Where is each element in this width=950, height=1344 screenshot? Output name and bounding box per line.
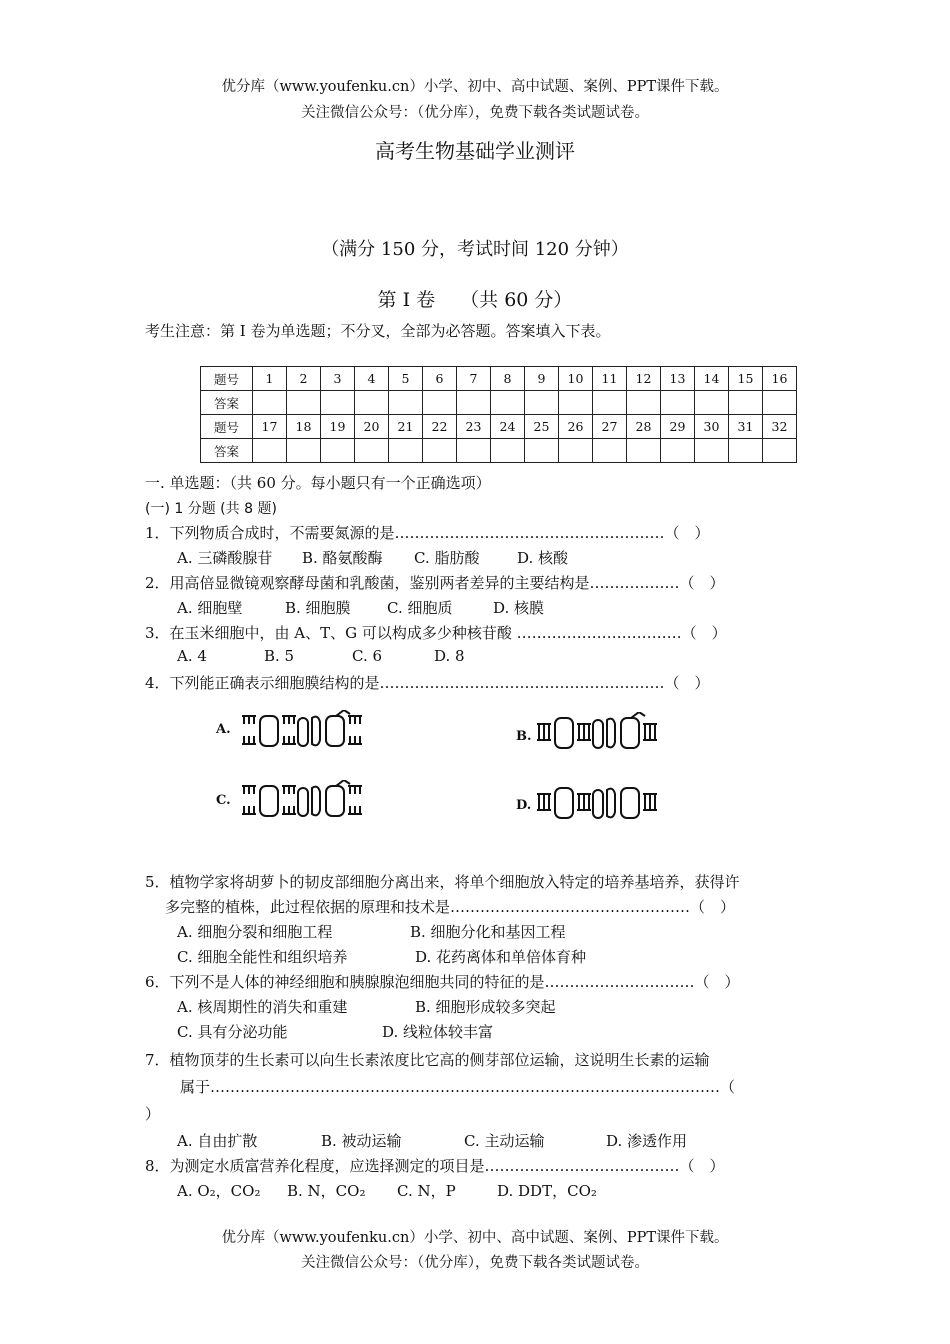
section-heading: 一. 单选题：（共 60 分。每小题只有一个正确选项） (145, 474, 491, 492)
question-8-stem: 8．为测定水质富营养化程度，应选择测定的项目是…………………………………（ ） (145, 1157, 725, 1175)
answer-cell[interactable] (491, 391, 525, 415)
option-a[interactable]: A. 细胞分裂和细胞工程 (177, 923, 333, 941)
answer-cell[interactable] (695, 391, 729, 415)
answer-cell[interactable] (355, 439, 389, 463)
table-cell: 9 (525, 367, 559, 391)
table-cell: 25 (525, 415, 559, 439)
question-1-stem: 1．下列物质合成时，不需要氮源的是………………………………………………（ ） (145, 524, 710, 542)
answer-cell[interactable] (559, 391, 593, 415)
answer-cell[interactable] (287, 391, 321, 415)
option-a[interactable]: A. 核周期性的消失和重建 (177, 998, 348, 1016)
option-c[interactable]: C. 脂肪酸 (414, 549, 480, 567)
table-cell: 18 (287, 415, 321, 439)
option-b[interactable]: B. 细胞膜 (285, 599, 351, 617)
table-cell: 17 (253, 415, 287, 439)
membrane-diagram-b (535, 712, 680, 754)
table-cell: 28 (627, 415, 661, 439)
table-row (201, 367, 797, 391)
table-row (201, 415, 797, 439)
answer-cell[interactable] (287, 439, 321, 463)
answer-cell[interactable] (423, 391, 457, 415)
answer-cell[interactable] (525, 391, 559, 415)
question-5-stem-line-1: 5．植物学家将胡萝卜的韧皮部细胞分离出来，将单个细胞放入特定的培养基培养，获得许 (145, 873, 740, 891)
answer-cell[interactable] (491, 439, 525, 463)
table-cell: 19 (321, 415, 355, 439)
answer-cell[interactable] (763, 391, 797, 415)
answer-cell[interactable] (321, 439, 355, 463)
volume-heading: 第 I 卷 （共 60 分） (377, 289, 573, 311)
figure-label-d[interactable]: D. (516, 798, 532, 813)
table-cell: 16 (763, 367, 797, 391)
table-cell: 20 (355, 415, 389, 439)
table-cell: 27 (593, 415, 627, 439)
option-c[interactable]: C. N，P (397, 1182, 456, 1200)
question-7-stem-line-2: 属于…………………………………………………………………………………………（ (180, 1078, 736, 1096)
option-d[interactable]: D. 线粒体较丰富 (382, 1023, 494, 1041)
table-cell: 10 (559, 367, 593, 391)
answer-cell[interactable] (457, 439, 491, 463)
table-cell: 4 (355, 367, 389, 391)
option-a[interactable]: A. 细胞壁 (177, 599, 243, 617)
answer-cell[interactable] (729, 391, 763, 415)
option-b[interactable]: B. 酪氨酸酶 (302, 549, 383, 567)
footer-line-2: 关注微信公众号：（优分库），免费下载各类试题试卷。 (301, 1255, 649, 1271)
table-cell: 1 (253, 367, 287, 391)
answer-cell[interactable] (355, 391, 389, 415)
membrane-diagram-a (240, 710, 385, 752)
table-cell: 3 (321, 367, 355, 391)
option-d[interactable]: D. 核酸 (517, 549, 569, 567)
question-2-stem: 2．用高倍显微镜观察酵母菌和乳酸菌，鉴别两者差异的主要结构是………………（ ） (145, 574, 725, 592)
answer-cell[interactable] (695, 439, 729, 463)
table-cell: 29 (661, 415, 695, 439)
option-a[interactable]: A. 三磷酸腺苷 (177, 549, 273, 567)
table-cell: 13 (661, 367, 695, 391)
option-d[interactable]: D. DDT，CO₂ (497, 1182, 597, 1200)
figure-label-a[interactable]: A. (216, 722, 231, 737)
membrane-diagram-c (240, 780, 385, 822)
option-d[interactable]: D. 花药离体和单倍体育种 (415, 948, 587, 966)
table-cell: 8 (491, 367, 525, 391)
question-3-stem: 3．在玉米细胞中，由 A、T、G 可以构成多少种核苷酸 ……………………………（ ） (145, 624, 727, 642)
option-c[interactable]: C. 细胞全能性和组织培养 (177, 948, 348, 966)
option-a[interactable]: A. 自由扩散 (177, 1132, 258, 1150)
option-d[interactable]: D. 渗透作用 (606, 1132, 688, 1150)
option-b[interactable]: B. 5 (264, 647, 295, 665)
answer-cell[interactable] (661, 439, 695, 463)
table-cell: 14 (695, 367, 729, 391)
header-line-1: 优分库（www.youfenku.cn）小学、初中、高中试题、案例、PPT课件下载。 (221, 79, 729, 95)
option-b[interactable]: B. 细胞分化和基因工程 (410, 923, 566, 941)
answer-cell[interactable] (253, 439, 287, 463)
option-b[interactable]: B. N，CO₂ (287, 1182, 366, 1200)
row-label: 题号 (201, 415, 253, 439)
figure-label-b[interactable]: B. (516, 729, 532, 744)
footer-line-1: 优分库（www.youfenku.cn）小学、初中、高中试题、案例、PPT课件下载。 (221, 1230, 729, 1246)
answer-cell[interactable] (253, 391, 287, 415)
table-cell: 23 (457, 415, 491, 439)
option-c[interactable]: C. 主动运输 (464, 1132, 545, 1150)
answer-cell[interactable] (763, 439, 797, 463)
question-6-stem: 6．下列不是人体的神经细胞和胰腺腺泡细胞共同的特征的是…………………………（ ） (145, 973, 740, 991)
figure-label-c[interactable]: C. (216, 793, 231, 808)
answer-cell[interactable] (423, 439, 457, 463)
table-cell: 12 (627, 367, 661, 391)
table-cell: 31 (729, 415, 763, 439)
question-7-stem-line-1: 7．植物顶芽的生长素可以向生长素浓度比它高的侧芽部位运输，这说明生长素的运输 (145, 1051, 710, 1069)
table-cell: 5 (389, 367, 423, 391)
table-cell: 24 (491, 415, 525, 439)
row-label: 题号 (201, 367, 253, 391)
answer-cell[interactable] (457, 391, 491, 415)
table-row (201, 439, 797, 463)
answer-cell[interactable] (389, 391, 423, 415)
membrane-diagram-d (535, 782, 680, 824)
option-d[interactable]: D. 8 (434, 647, 465, 665)
table-cell: 26 (559, 415, 593, 439)
question-7-stem-line-3: ） (145, 1105, 161, 1123)
table-row (201, 391, 797, 415)
question-5-stem-line-2: 多完整的植株，此过程依据的原理和技术是…………………………………………（ ） (165, 898, 736, 916)
answer-cell[interactable] (729, 439, 763, 463)
option-a[interactable]: A. O₂，CO₂ (177, 1182, 261, 1200)
table-cell: 7 (457, 367, 491, 391)
answer-cell[interactable] (627, 439, 661, 463)
table-cell: 30 (695, 415, 729, 439)
row-label: 答案 (201, 439, 253, 463)
notice-text: 考生注意：第 I 卷为单选题；不分叉，全部为必答题。答案填入下表。 (145, 322, 611, 340)
option-b[interactable]: B. 细胞形成较多突起 (415, 998, 556, 1016)
header-line-2: 关注微信公众号：（优分库），免费下载各类试题试卷。 (301, 105, 649, 121)
subsection-heading: (一) 1 分题 (共 8 题) (145, 501, 277, 517)
option-c[interactable]: C. 6 (352, 647, 383, 665)
option-d[interactable]: D. 核膜 (493, 599, 545, 617)
table-cell: 6 (423, 367, 457, 391)
answer-cell[interactable] (661, 391, 695, 415)
option-c[interactable]: C. 细胞质 (387, 599, 453, 617)
option-b[interactable]: B. 被动运输 (321, 1132, 402, 1150)
answer-cell[interactable] (525, 439, 559, 463)
answer-table (200, 366, 797, 463)
table-cell: 21 (389, 415, 423, 439)
membrane-figure (200, 700, 700, 830)
row-label: 答案 (201, 391, 253, 415)
exam-subtitle: （满分 150 分，考试时间 120 分钟） (321, 239, 629, 260)
table-cell: 11 (593, 367, 627, 391)
answer-cell[interactable] (593, 439, 627, 463)
answer-cell[interactable] (389, 439, 423, 463)
question-4-stem: 4．下列能正确表示细胞膜结构的是…………………………………………………（ ） (145, 674, 710, 692)
table-cell: 2 (287, 367, 321, 391)
answer-cell[interactable] (321, 391, 355, 415)
answer-cell[interactable] (559, 439, 593, 463)
table-cell: 22 (423, 415, 457, 439)
table-cell: 15 (729, 367, 763, 391)
option-c[interactable]: C. 具有分泌功能 (177, 1023, 288, 1041)
table-cell: 32 (763, 415, 797, 439)
answer-cell[interactable] (593, 391, 627, 415)
page-title: 高考生物基础学业测评 (375, 139, 575, 163)
option-a[interactable]: A. 4 (177, 647, 207, 665)
answer-cell[interactable] (627, 391, 661, 415)
